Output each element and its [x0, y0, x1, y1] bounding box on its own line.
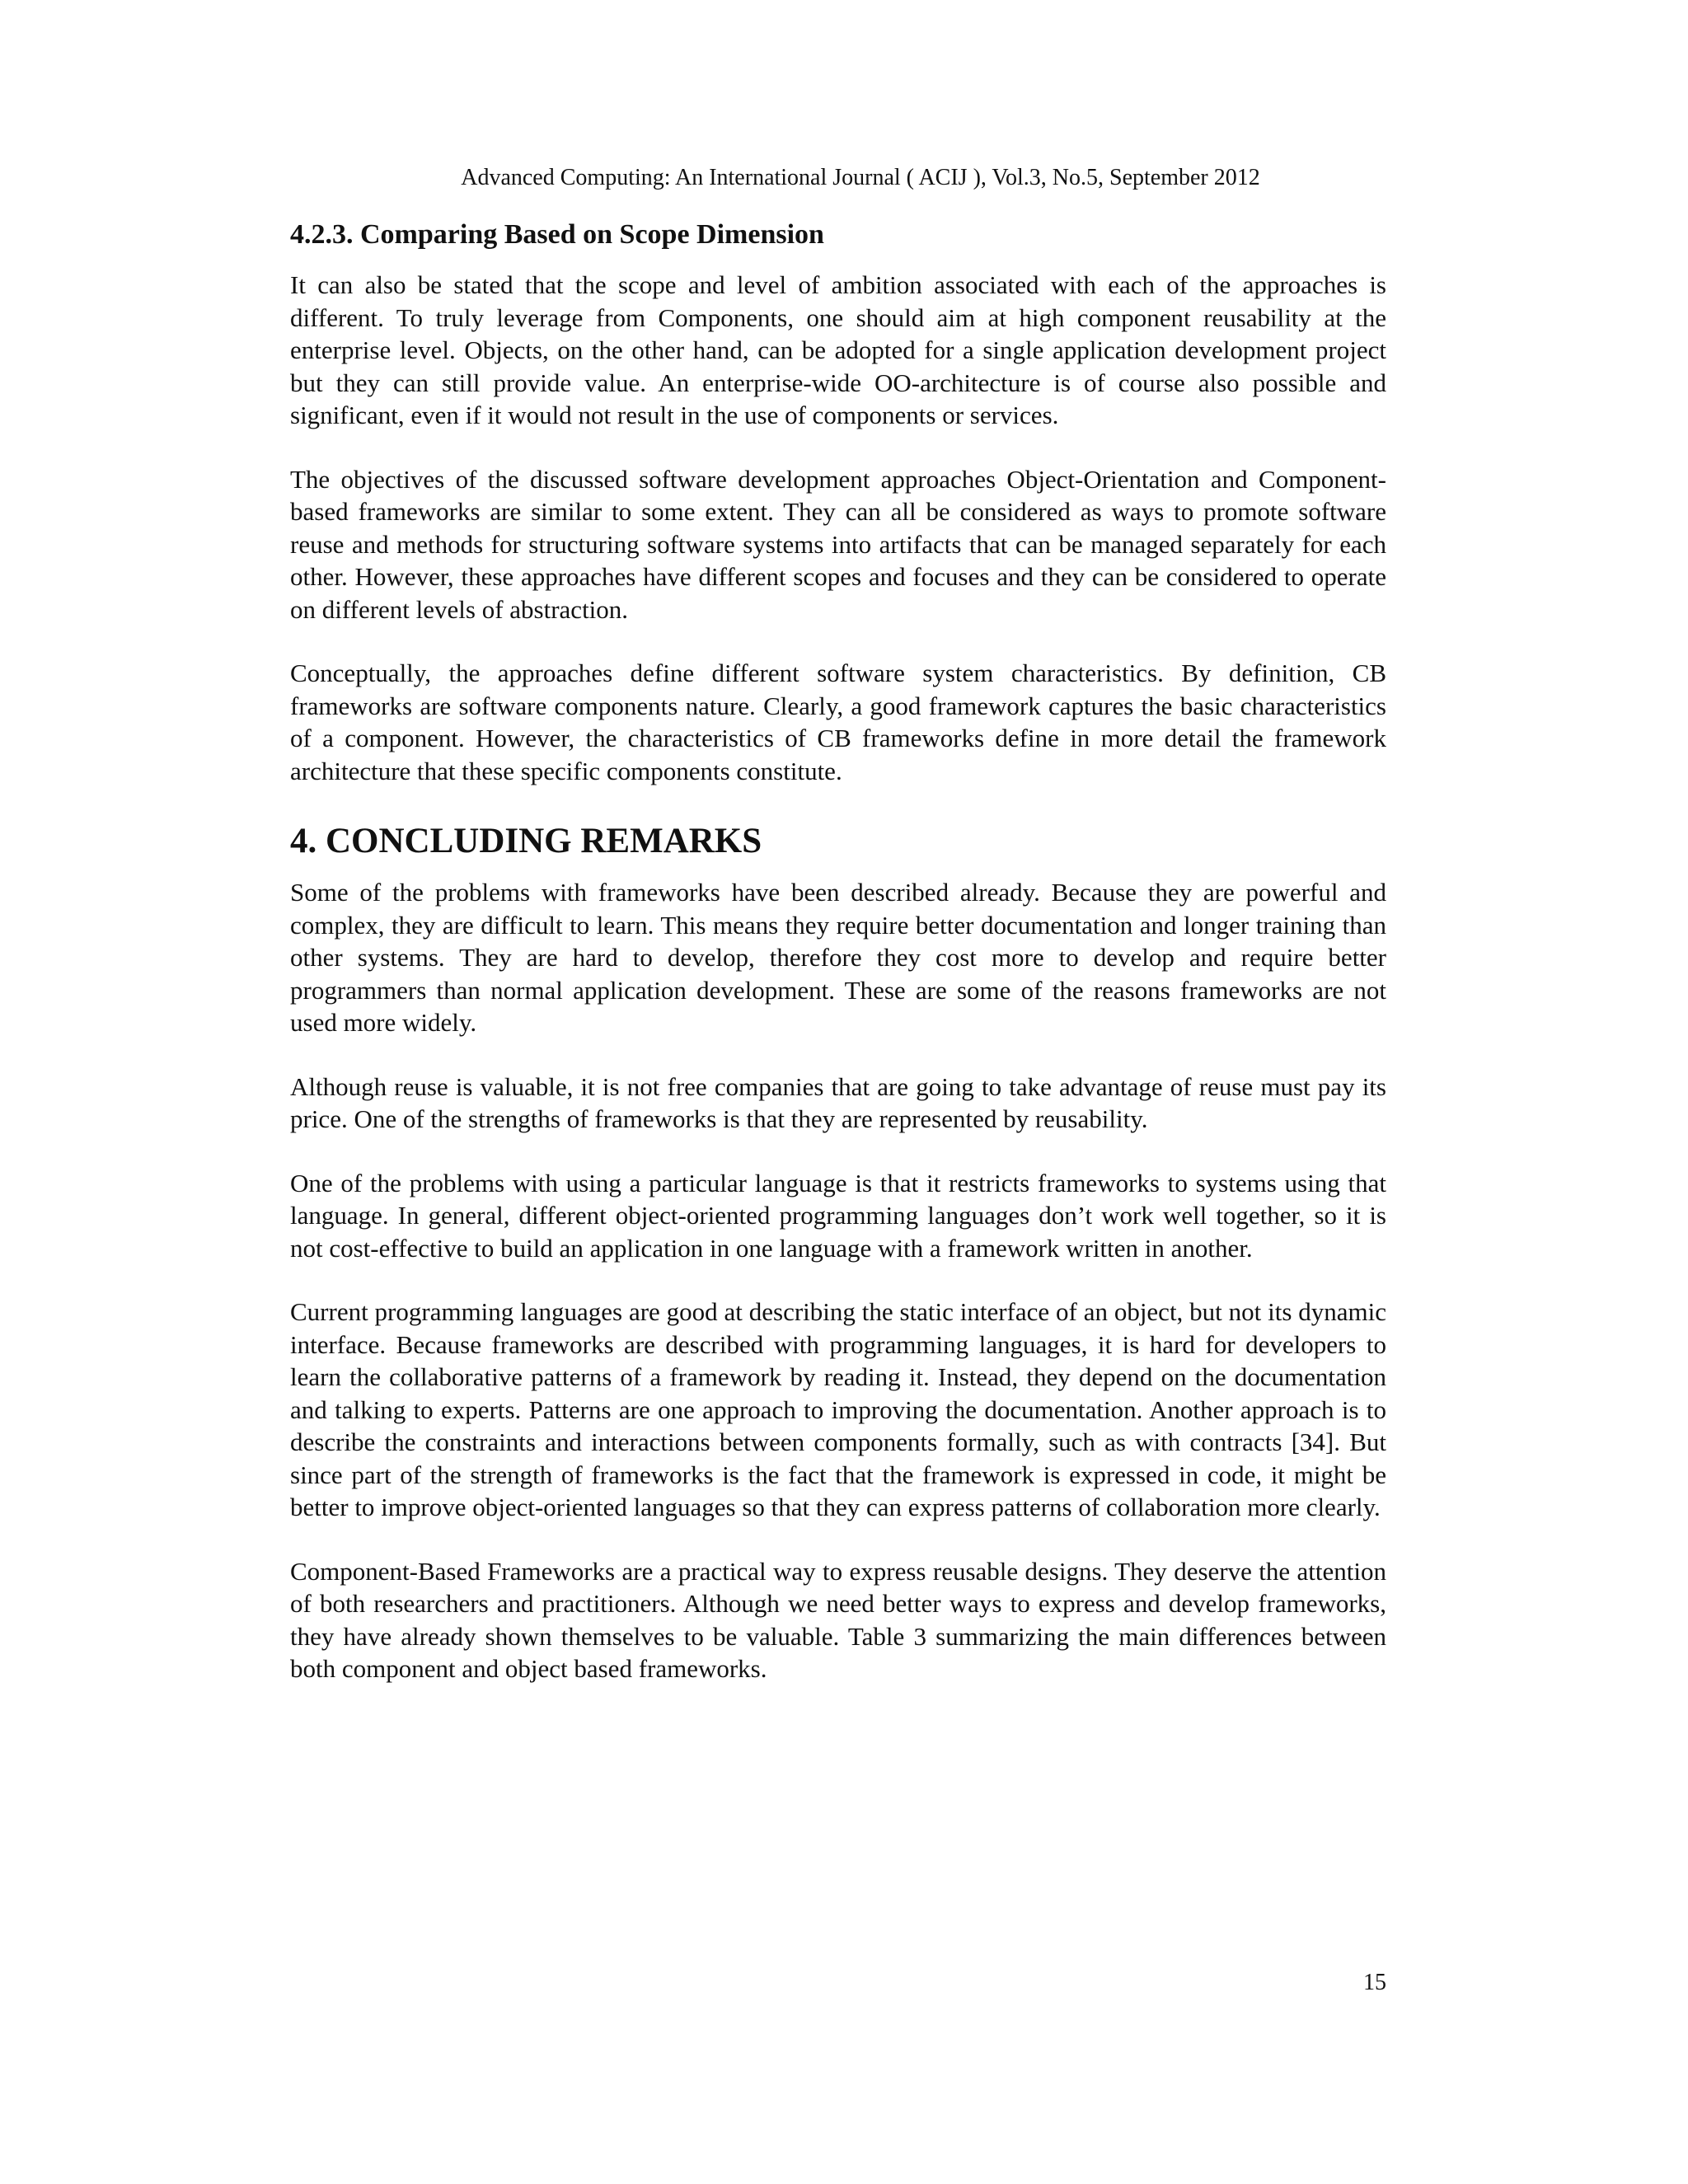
- paragraph-remarks-1: Some of the problems with frameworks have been described already. Because they are powerful and complex, they are difficult to learn. This means they require better documentation and longer training than other systems. They are hard to develop, therefore they cost more to develop and require better programmers than normal application development. These are some of the reasons frameworks are not used more widely.: [290, 878, 1386, 1037]
- subsection-heading: 4.2.3. Comparing Based on Scope Dimension: [290, 219, 824, 250]
- paragraph-scope-2: The objectives of the discussed software development approaches Object-Orientation and Component-based frameworks are similar to some extent. They can all be considered as ways to promote software reuse and methods for structuring software systems into artifacts that can be managed separately for each other. However, these approaches have different scopes and focuses and they can be considered to operate on different levels of abstraction.: [290, 464, 1386, 624]
- paragraph-remarks-4: Current programming languages are good at describing the static interface of an object, but not its dynamic interface. Because frameworks are described with programming languages, it is hard for developers to learn the collaborative patterns of a framework by reading it. Instead, they depend on the documentation and talking to experts. Patterns are one approach to improving the documentation. Another approach is to describe the constraints and interactions between components formally, such as with contracts [34]. But since part of the strength of frameworks is the fact that the framework is expressed in code, it might be better to improve object-oriented languages so that they can express patterns of collaboration more clearly.: [290, 1297, 1386, 1521]
- section-heading: 4. CONCLUDING REMARKS: [290, 822, 762, 860]
- page-number: 15: [1363, 1970, 1386, 1995]
- running-header: Advanced Computing: An International Journal ( ACIJ ), Vol.3, No.5, September 2012: [461, 165, 1260, 190]
- page-content: [290, 216, 1386, 1717]
- paragraph-scope-1: It can also be stated that the scope and level of ambition associated with each of the approaches is different. To truly leverage from Components, one should aim at high component reusability at the enterprise level. Objects, on the other hand, can be adopted for a single application development project but they can still provide value. An enterprise-wide OO-architecture is of course also possible and significant, even if it would not result in the use of components or services.: [290, 270, 1386, 429]
- paragraph-scope-3: Conceptually, the approaches define different software system characteristics. By definition, CB frameworks are software components nature. Clearly, a good framework captures the basic characteristics of a component. However, the characteristics of CB frameworks define in more detail the framework architecture that these specific components constitute.: [290, 658, 1386, 785]
- paragraph-remarks-3: One of the problems with using a particular language is that it restricts frameworks to systems using that language. In general, different object-oriented programming languages don’t work well together, so it is not cost-effective to build an application in one language with a framework written in another.: [290, 1168, 1386, 1263]
- paragraph-remarks-5: Component-Based Frameworks are a practical way to express reusable designs. They deserve the attention of both researchers and practitioners. Although we need better ways to express and develop frameworks, they have already shown themselves to be valuable. Table 3 summarizing the main differences between both component and object based frameworks.: [290, 1556, 1386, 1683]
- paragraph-remarks-2: Although reuse is valuable, it is not free companies that are going to take advantage of reuse must pay its price. One of the strengths of frameworks is that they are represented by reusability.: [290, 1071, 1386, 1133]
